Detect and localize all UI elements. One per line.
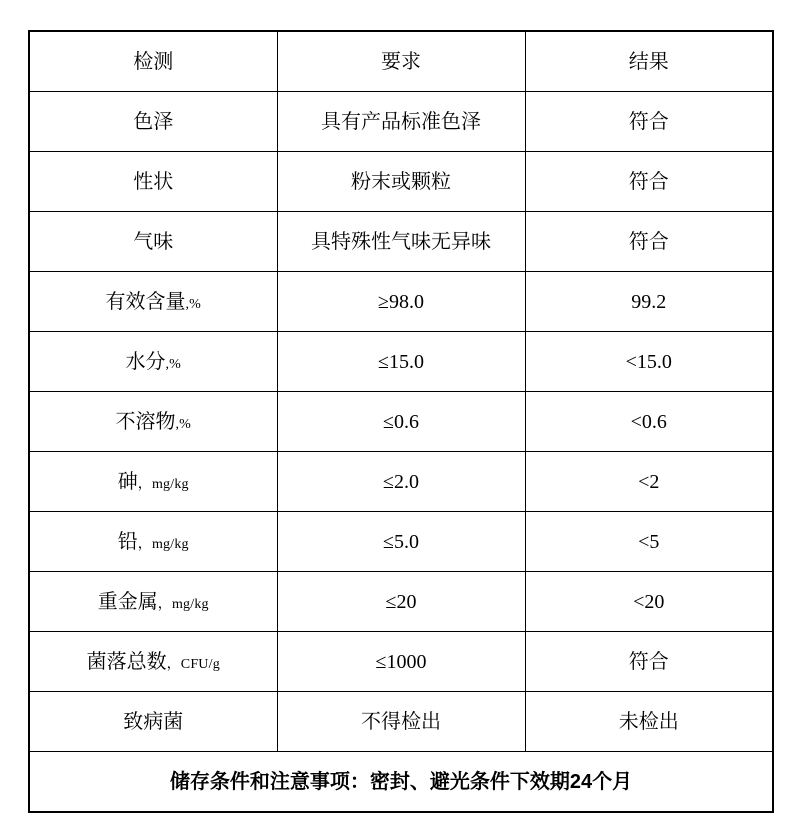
spec-table <box>28 30 774 813</box>
cell-requirement: 具有产品标准色泽 <box>277 92 525 152</box>
cell-requirement: ≥98.0 <box>277 272 525 332</box>
table-row <box>29 452 773 512</box>
table-row <box>29 512 773 572</box>
cell-item: 气味 <box>29 212 277 272</box>
cell-item: 有效含量,% <box>29 272 277 332</box>
cell-result: <2 <box>525 452 773 512</box>
storage-note: 储存条件和注意事项：密封、避光条件下效期24个月 <box>29 752 773 813</box>
cell-item: 性状 <box>29 152 277 212</box>
cell-result: <0.6 <box>525 392 773 452</box>
cell-requirement: ≤2.0 <box>277 452 525 512</box>
table-row <box>29 212 773 272</box>
spec-table-container <box>28 30 772 813</box>
cell-item: 水分,% <box>29 332 277 392</box>
cell-requirement: 具特殊性气味无异味 <box>277 212 525 272</box>
cell-requirement: ≤5.0 <box>277 512 525 572</box>
table-header-row <box>29 31 773 92</box>
cell-item: 不溶物,% <box>29 392 277 452</box>
table-row <box>29 692 773 752</box>
table-row <box>29 632 773 692</box>
cell-item: 重金属，mg/kg <box>29 572 277 632</box>
cell-result: 未检出 <box>525 692 773 752</box>
cell-result: 符合 <box>525 632 773 692</box>
cell-requirement: ≤15.0 <box>277 332 525 392</box>
cell-requirement: ≤20 <box>277 572 525 632</box>
cell-item: 菌落总数，CFU/g <box>29 632 277 692</box>
column-header-result: 结果 <box>525 31 773 92</box>
cell-requirement: 不得检出 <box>277 692 525 752</box>
table-footnote-row <box>29 752 773 813</box>
table-row <box>29 272 773 332</box>
cell-requirement: ≤0.6 <box>277 392 525 452</box>
cell-result: <20 <box>525 572 773 632</box>
table-row <box>29 332 773 392</box>
cell-item: 色泽 <box>29 92 277 152</box>
cell-result: <5 <box>525 512 773 572</box>
cell-result: 符合 <box>525 212 773 272</box>
table-row <box>29 92 773 152</box>
table-row <box>29 572 773 632</box>
cell-result: 99.2 <box>525 272 773 332</box>
cell-item: 致病菌 <box>29 692 277 752</box>
table-row <box>29 152 773 212</box>
cell-item: 砷，mg/kg <box>29 452 277 512</box>
cell-result: <15.0 <box>525 332 773 392</box>
column-header-requirement: 要求 <box>277 31 525 92</box>
cell-requirement: 粉末或颗粒 <box>277 152 525 212</box>
cell-result: 符合 <box>525 92 773 152</box>
cell-requirement: ≤1000 <box>277 632 525 692</box>
cell-result: 符合 <box>525 152 773 212</box>
cell-item: 铅，mg/kg <box>29 512 277 572</box>
column-header-item: 检测 <box>29 31 277 92</box>
table-row <box>29 392 773 452</box>
